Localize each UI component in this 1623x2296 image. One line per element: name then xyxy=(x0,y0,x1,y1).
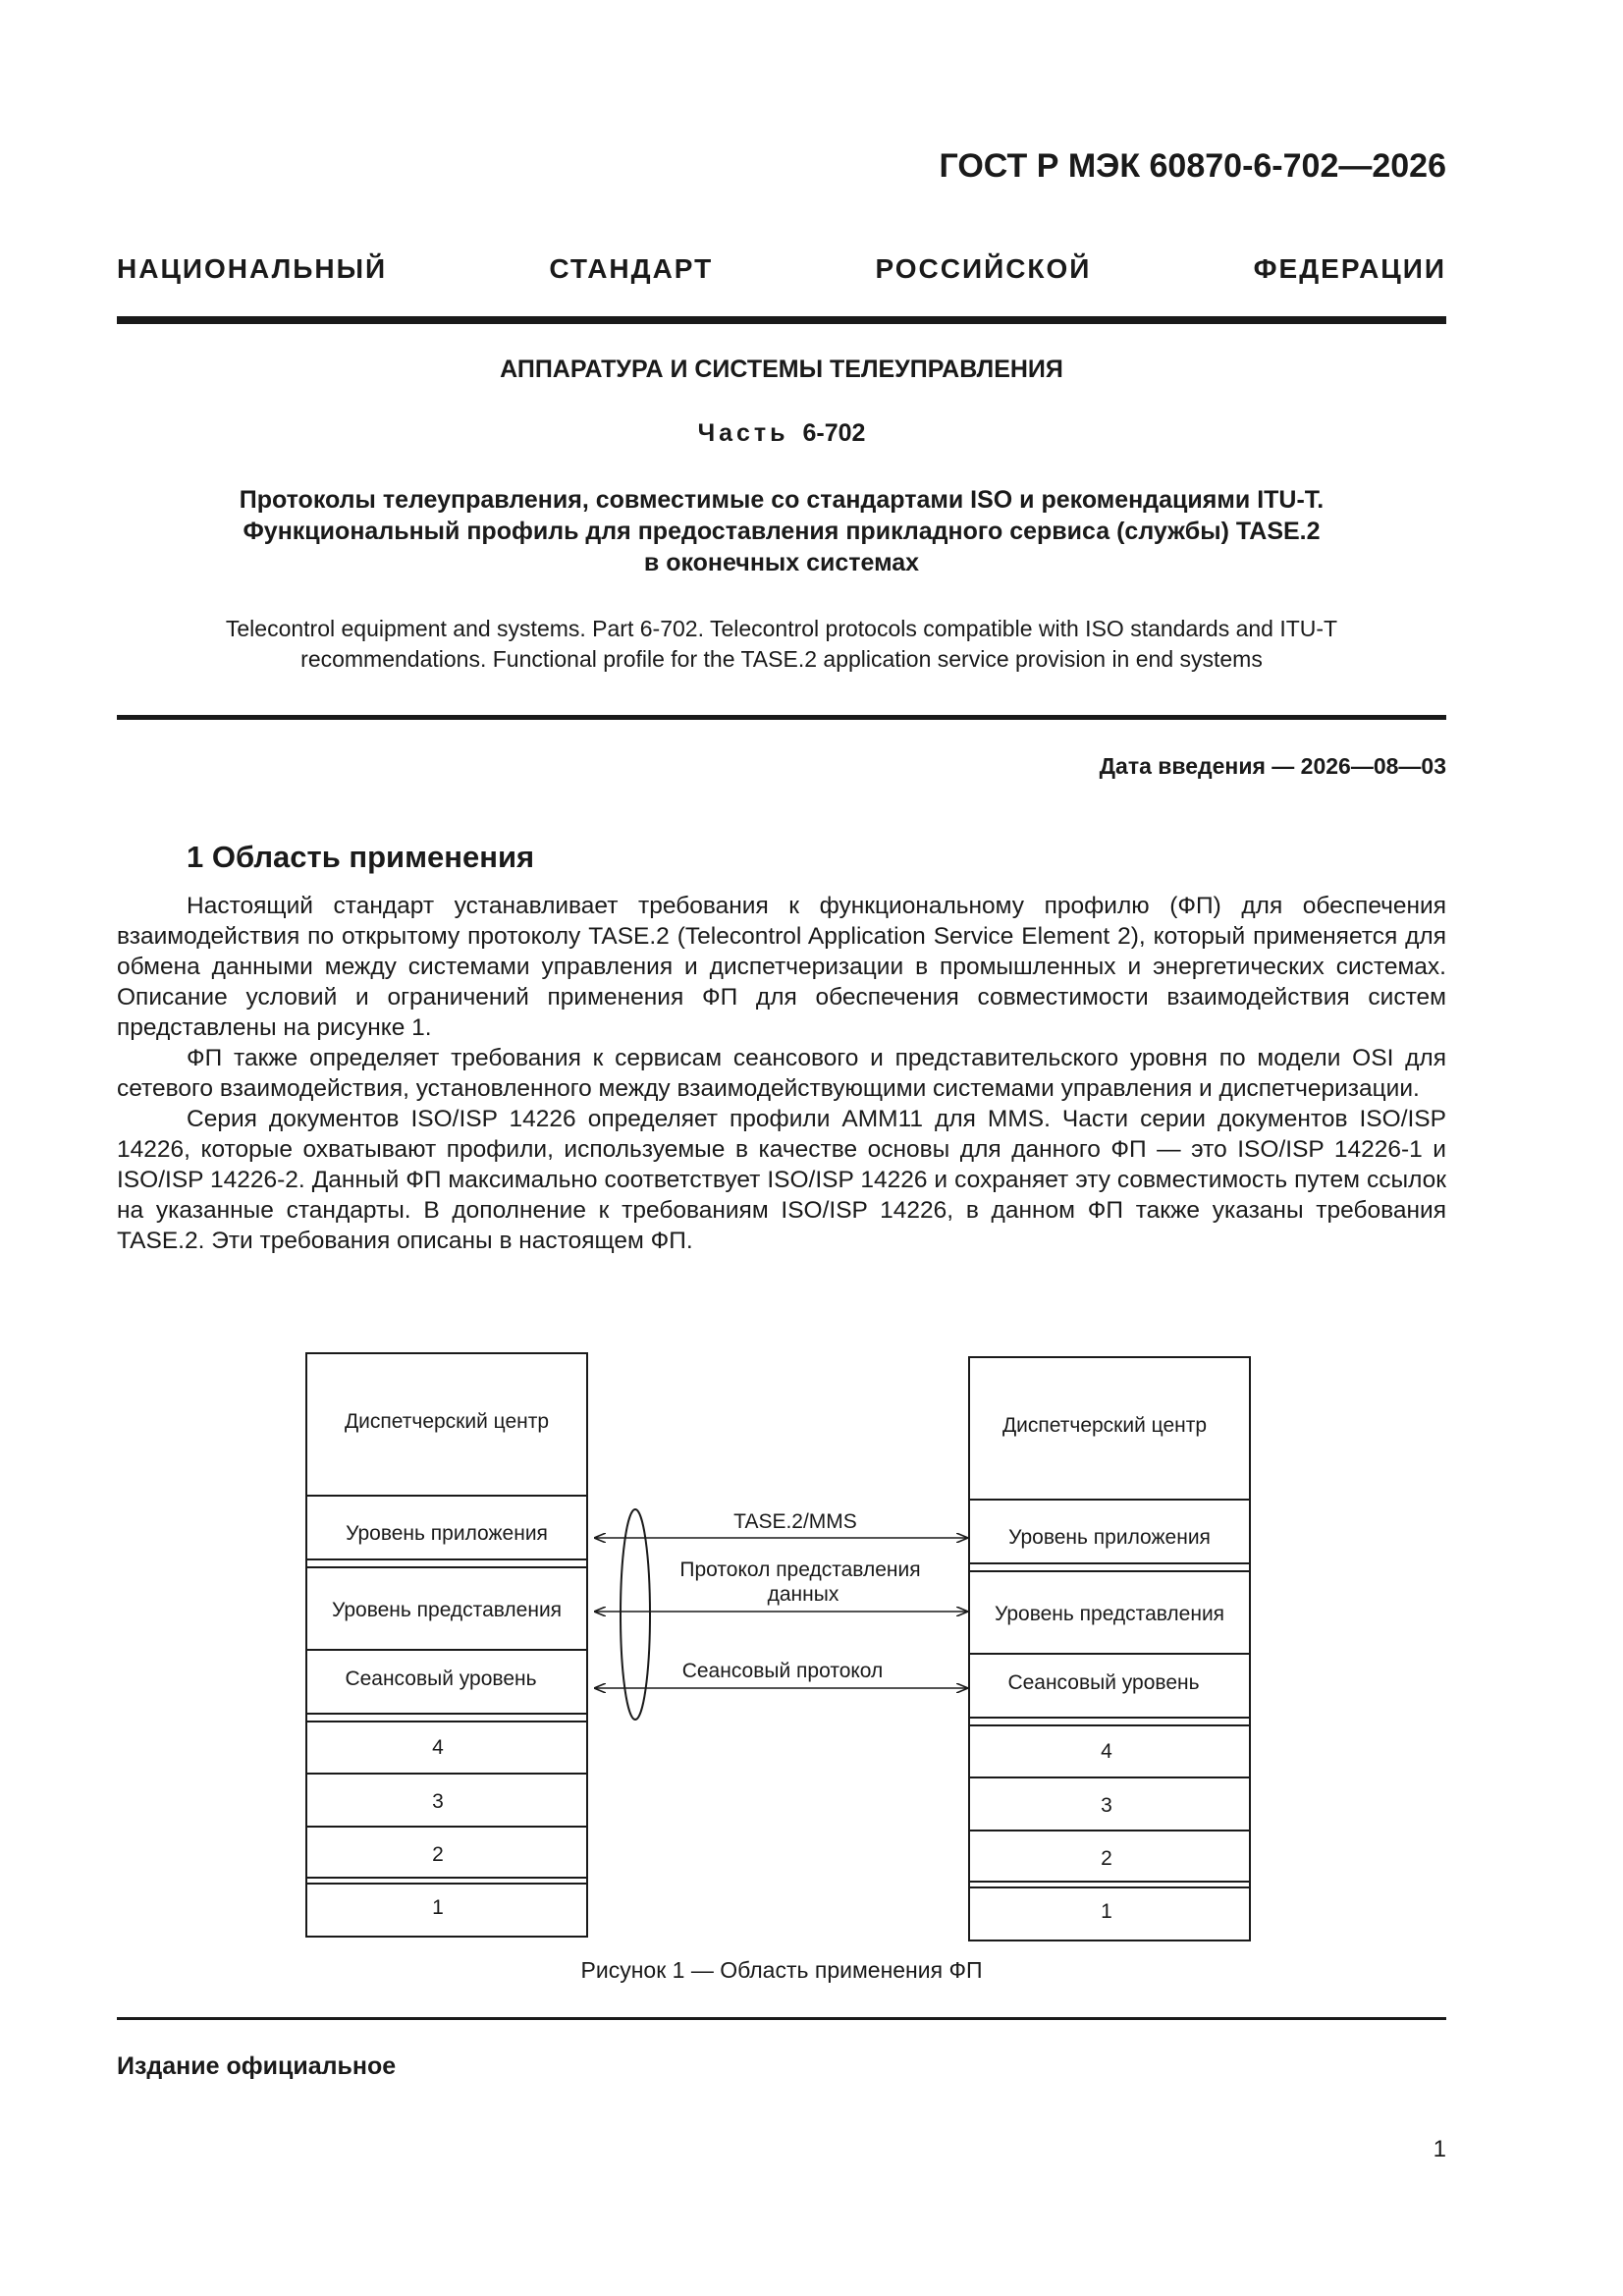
subtitle-line: в оконечных системах xyxy=(643,549,920,576)
left-dispatch-label: Диспетчерский центр xyxy=(344,1410,550,1433)
right-dispatch-label: Диспетчерский центр xyxy=(1001,1414,1208,1437)
official-edition-label: Издание официальное xyxy=(117,2052,397,2080)
right-layer-3: 3 xyxy=(1101,1794,1112,1817)
protocol-presentation-label-1: Протокол представления xyxy=(679,1558,921,1581)
english-title-line: recommendations. Functional profile for the TASE.2 application service provision in end systems xyxy=(300,646,1263,672)
left-presentation-label: Уровень представления xyxy=(331,1599,563,1621)
part-number: 6-702 xyxy=(802,419,866,447)
english-title-line: Telecontrol equipment and systems. Part 6-702. Telecontrol protocols compatible with ISO standards and ITU-T xyxy=(225,616,1338,641)
protocol-application-label: TASE.2/MMS xyxy=(733,1510,857,1533)
paragraph: ФП также определяет требования к сервисам сеансового и представительского уровня по модели OSI для сетевого взаимодействия, установленного между взаимодействующими системами управления и диспетчеризации. xyxy=(117,1045,1446,1102)
left-session-label: Сеансовый уровень xyxy=(345,1667,537,1690)
part-word: Часть xyxy=(697,419,789,447)
paragraph: Настоящий стандарт устанавливает требования к функциональному профилю (ФП) для обеспечения взаимодействия по открытому протоколу TASE.2 (Telecontrol Application Service Element 2), который применяется для обмена данными между системами управления и диспетчеризации в промышленных и энергетических системах. Описание условий и ограничений применения ФП для обеспечения совместимости взаимодействия систем представлены на рисунке 1. xyxy=(117,893,1446,1041)
national-standard-banner: НАЦИОНАЛЬНЫЙ СТАНДАРТ РОССИЙСКОЙ ФЕДЕРАЦИИ xyxy=(117,253,1446,284)
protocol-presentation-label-2: данных xyxy=(767,1583,839,1606)
left-layer-2: 2 xyxy=(432,1843,444,1866)
left-layer-3: 3 xyxy=(432,1790,444,1813)
left-layer-1: 1 xyxy=(432,1896,444,1919)
subtitle-line: Функциональный профиль для предоставления прикладного сервиса (службы) TASE.2 xyxy=(243,518,1321,545)
footer-divider xyxy=(117,2017,1446,2020)
left-application-label: Уровень приложения xyxy=(346,1522,548,1545)
protocol-session-label: Сеансовый протокол xyxy=(681,1660,884,1682)
paragraph: Серия документов ISO/ISP 14226 определяет профили AMM11 для MMS. Части серии документов ISO/ISP 14226, которые охватывают профили, используемые в качестве основы для данного ФП — это ISO/ISP 14226-1 и ISO/ISP 14226-2. Данный ФП максимально соответствует ISO/ISP 14226 и сохраняет эту совместимость путем ссылок на указанные стандарты. В дополнение к требованиям ISO/ISP 14226, в данном ФП также указаны требования TASE.2. Эти требования описаны в настоящем ФП. xyxy=(117,1106,1446,1254)
right-layer-4: 4 xyxy=(1101,1740,1112,1763)
right-application-label: Уровень приложения xyxy=(1008,1526,1211,1549)
figure-caption: Рисунок 1 — Область применения ФП xyxy=(580,1957,983,1983)
subtitle-line: Протоколы телеуправления, совместимые со стандартами ISO и рекомендациями ITU-T. xyxy=(239,486,1325,514)
page-number: 1 xyxy=(1433,2136,1446,2162)
section-heading: 1 Область применения xyxy=(187,840,535,874)
main-title: АППАРАТУРА И СИСТЕМЫ ТЕЛЕУПРАВЛЕНИЯ xyxy=(500,355,1063,383)
left-layer-4: 4 xyxy=(432,1736,444,1759)
right-presentation-label: Уровень представления xyxy=(994,1603,1225,1625)
right-session-label: Сеансовый уровень xyxy=(1007,1671,1200,1694)
introduction-date: Дата введения — 2026—08—03 xyxy=(1099,753,1446,779)
left-stack-frame xyxy=(306,1353,587,1937)
right-layer-1: 1 xyxy=(1101,1900,1112,1923)
document-code: ГОСТ Р МЭК 60870-6-702—2026 xyxy=(939,147,1446,185)
right-layer-2: 2 xyxy=(1101,1847,1112,1870)
